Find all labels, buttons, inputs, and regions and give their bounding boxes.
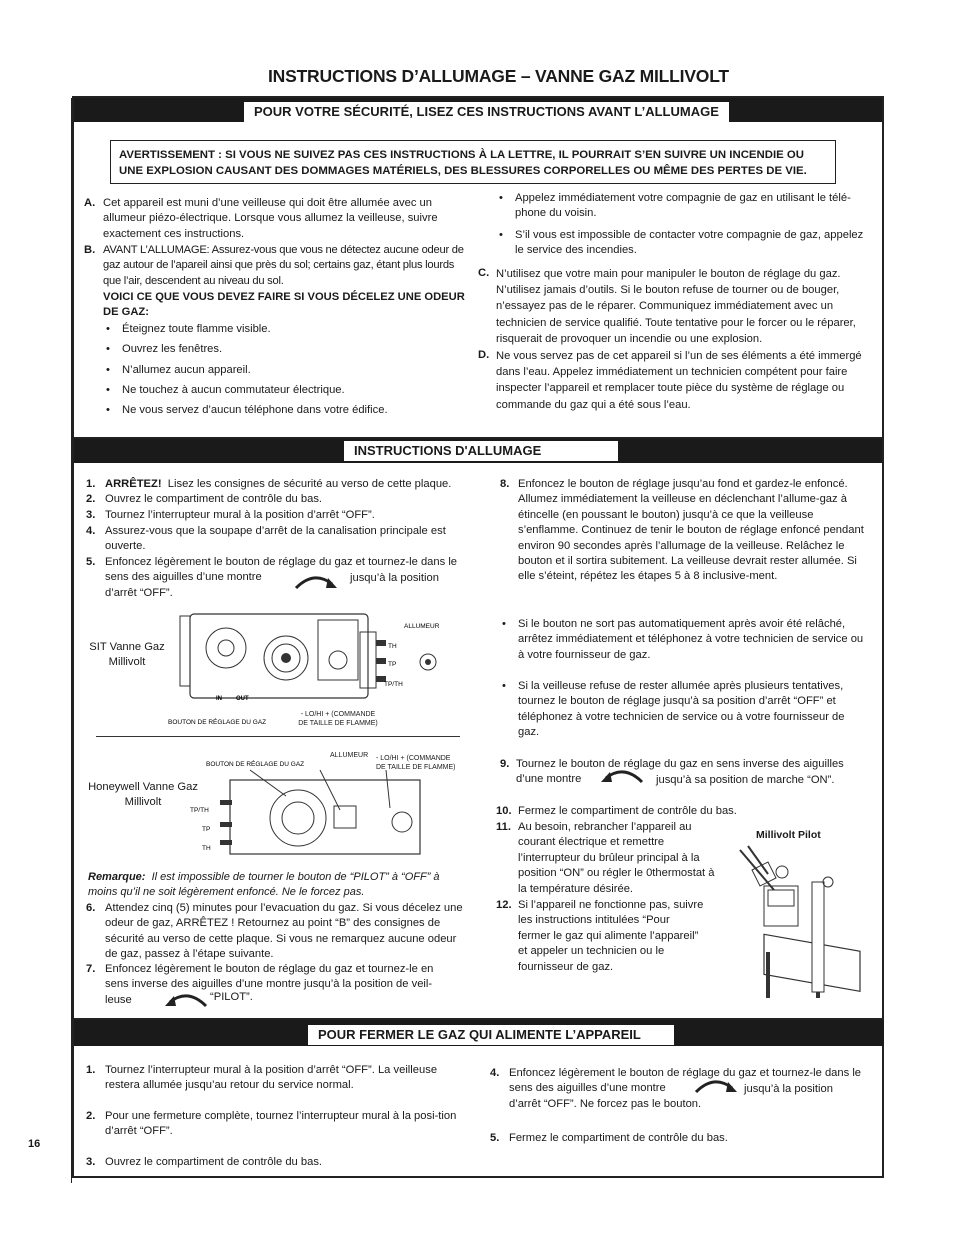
remark-text	[88, 870, 458, 901]
sit-in-label: IN	[216, 696, 222, 702]
millivolt-pilot-diagram	[728, 842, 878, 998]
item-c-label: C.	[478, 267, 490, 279]
right-bullet-1: • Appelez immédiatement votre compagnie de gaz en utilisant le télé-phone du voisin.	[515, 191, 869, 222]
step-4-text: Assurez-vous que la soupape d’arrêt de la canalisation principale est ouverte.	[105, 525, 446, 553]
sit-allumeur-label: ALLUMEUR	[404, 623, 440, 630]
step-3-text: Tournez l’interrupteur mural à la position d’arrêt “OFF”.	[105, 509, 375, 521]
step-12-num: 12.	[496, 899, 512, 911]
shutoff-step-4-text-a: Enfoncez légèrement le bouton de réglage du gaz et tournez-le dans le sens des aiguilles d’une montre	[509, 1067, 862, 1095]
sit-th-label: TH	[388, 643, 397, 650]
shutoff-step-2-num: 2.	[86, 1110, 96, 1122]
sit-tpth-label: TP/TH	[384, 681, 403, 688]
item-d-text: Ne vous servez pas de cet appareil si l’un de ses éléments a été immergé dans l’eau. Appelez immédiatement un technicien compétent pour faire inspecter l’appareil et remplacer toute pièce du système de réglage ou commande du gaz qui a été sous l’eau.	[496, 350, 862, 411]
step-9-text-a: Tournez le bouton de réglage du gaz en sens inverse des aiguilles d’une montre	[516, 758, 844, 786]
sit-tp-label: TP	[388, 661, 397, 668]
step-8-num: 8.	[500, 478, 510, 490]
sit-valve-label: SIT Vanne Gaz Millivolt	[89, 641, 165, 669]
counterclockwise-arrow-icon	[162, 988, 210, 1010]
sit-out-label: OUT	[236, 696, 249, 702]
shutoff-step-4-text-b: jusqu’à la position d’arrêt “OFF”. Ne forcez pas le bouton.	[509, 1083, 833, 1111]
item-c-text: N’utilisez que votre main pour manipuler le bouton de réglage du gaz. N’utilisez jamais d’outils. Si le bouton refuse de tourner ou de bouger, n’essayez pas de le réparer. Communiquez immédiatement avec un technicien de service qualifié. Toute tentative pour le forcer ou le réparer, risquerait de provoquer un incendie ou une explosion.	[496, 268, 856, 345]
shutoff-step-1-text: Tournez l’interrupteur mural à la position d’arrêt “OFF”. La veilleuse restera allumée jusqu’au retour du service normal.	[105, 1064, 438, 1092]
step-4-num: 4.	[86, 525, 96, 537]
step-1-bold: ARRÊTEZ!	[105, 478, 162, 490]
step-9-text-b: jusqu’à sa position de marche “ON”.	[656, 774, 835, 786]
shutoff-step-3-num: 3.	[86, 1156, 96, 1168]
shutoff-step-1-num: 1.	[86, 1064, 96, 1076]
step-8-bullet-2: • Si la veilleuse refuse de rester allumée après plusieurs tentatives, tournez le bouton de réglage jusqu’à sa position d’arrêt “OFF” et téléphonez à votre technicien de service ou à votre fournisseur de gaz.	[518, 679, 864, 741]
step-1-body: Lisez les consignes de sécurité au verso de cette plaque.	[167, 478, 452, 490]
sit-lohi-label: - LO/HI + (COMMANDE DE TAILLE DE FLAMME)	[298, 711, 378, 727]
step-3-num: 3.	[86, 509, 96, 521]
page-number: 16	[28, 1138, 41, 1150]
hw-knob-label: BOUTON DE RÉGLAGE DU GAZ	[206, 761, 305, 768]
shutoff-step-3-text: Ouvrez le compartiment de contrôle du bas.	[105, 1156, 323, 1168]
millivolt-pilot-label: Millivolt Pilot	[756, 829, 821, 841]
odor-bullet-5: • Ne vous servez d’aucun téléphone dans votre édifice.	[122, 403, 388, 418]
hw-tp-label: TP	[202, 826, 211, 833]
lighting-heading: INSTRUCTIONS D'ALLUMAGE	[344, 441, 618, 461]
shutoff-step-5-text: Fermez le compartiment de contrôle du bas.	[509, 1132, 728, 1144]
step-10-text: Fermez le compartiment de contrôle du bas.	[518, 805, 737, 817]
odor-bullet-4: • Ne touchez à aucun commutateur électrique.	[122, 383, 345, 398]
honeywell-valve-label: Honeywell Vanne Gaz Millivolt	[88, 781, 198, 809]
right-bullet-2: • S’il vous est impossible de contacter votre compagnie de gaz, appelez le service des incendies.	[515, 228, 869, 259]
step-5-num: 5.	[86, 556, 96, 568]
page-title: INSTRUCTIONS D’ALLUMAGE – VANNE GAZ MILLIVOLT	[268, 66, 729, 86]
step-2-text: Ouvrez le compartiment de contrôle du bas.	[105, 493, 323, 505]
safety-heading: POUR VOTRE SÉCURITÉ, LISEZ CES INSTRUCTIONS AVANT L’ALLUMAGE	[244, 102, 729, 122]
item-a-label: A.	[84, 197, 96, 209]
hw-tpth-label: TP/TH	[190, 807, 209, 814]
shutoff-heading: POUR FERMER LE GAZ QUI ALIMENTE L’APPAREIL	[308, 1025, 674, 1045]
hw-th-label: TH	[202, 845, 211, 852]
hw-allumeur-label: ALLUMEUR	[330, 752, 369, 759]
step-8-text: Enfoncez le bouton de réglage jusqu’au fond et gardez-le enfoncé. Allumez immédiatement la veilleuse en déclenchant l’allume-gaz à étincelle (en poussant le bouton) jusqu’à ce que la veilleuse s’enflamme. Continuez de tenir le bouton de réglage enfoncé pendant environ 90 secondes après l’allumage de la veilleuse. Relâchez le bouton et il sortira subitement. La veilleuse devrait rester allumée. Si elle s’éteint, répétez les étapes 5 à 8 inclusive-ment.	[518, 478, 864, 583]
odor-bullet-3: • N’allumez aucun appareil.	[122, 363, 251, 378]
step-9-num: 9.	[500, 758, 510, 770]
sit-knob-label: BOUTON DE RÉGLAGE DU GAZ	[168, 719, 267, 726]
step-12-text: Si l’appareil ne fonctionne pas, suivre les instructions intitulées “Pour fermer le gaz qui alimente l’appareil” et appeler un technicien ou le fournisseur de gaz.	[518, 899, 704, 973]
warning-box: AVERTISSEMENT : SI VOUS NE SUIVEZ PAS CES INSTRUCTIONS À LA LETTRE, IL POURRAIT S’EN SUIVRE UN INCENDIE OU UNE EXPLOSION CAUSANT DES DOMMAGES MATÉRIELS, DES BLESSURES CORPORELLES OU MÊME DES PERTES DE VIE.	[110, 140, 836, 184]
step-5-text-a: Enfoncez légèrement le bouton de réglage du gaz et tournez-le dans le sens des aiguilles d’une montre	[105, 556, 458, 584]
remark-bold: Remarque:	[88, 871, 146, 883]
counterclockwise-arrow-icon-2	[598, 764, 646, 786]
remark-body: Il est impossible de tourner le bouton de “PILOT” à “OFF” à moins qu’il ne soit légèrement enfoncé. Ne le forcez pas.	[88, 871, 440, 899]
step-8-bullet-1: • Si le bouton ne sort pas automatiquement après avoir été relâché, arrêtez immédiatement et téléphonez à votre technicien de service ou à votre fournisseur de gaz.	[518, 617, 864, 663]
item-b-bold: VOICI CE QUE VOUS DEVEZ FAIRE SI VOUS DÉCELEZ UNE ODEUR DE GAZ:	[103, 291, 465, 319]
diagram-divider	[96, 736, 460, 737]
item-a-text: Cet appareil est muni d’une veilleuse qui doit être allumée avec un allumeur piézo-électrique. Lorsque vous allumez la veilleuse, suivre exactement ces instructions.	[103, 197, 438, 240]
step-10-num: 10.	[496, 805, 512, 817]
step-6-text: Attendez cinq (5) minutes pour l’evacuation du gaz. Si vous décelez une odeur de gaz, ARRÊTEZ ! Retournez au point “B” des consignes de sécurité au verso de cette plaque. Si vous ne remarquez aucune odeur de gaz, passez à l’étape suivante.	[105, 902, 463, 961]
item-b-text: AVANT L’ALLUMAGE: Assurez-vous que vous ne détectez aucune odeur de gaz autour de l’apareil ainsi que près du sol; certains gaz, étant plus lourds que l’air, descendent au niveau du sol.	[103, 244, 464, 287]
shutoff-step-4-num: 4.	[490, 1067, 500, 1079]
step-11-text: Au besoin, rebrancher l’appareil au courant électrique et remettre l’interrupteur du brûleur principal à la position “ON” ou régler le 0thermostat à la température désirée.	[518, 821, 715, 895]
step-7-text-b: “PILOT”.	[210, 991, 253, 1003]
step-7-num: 7.	[86, 963, 96, 975]
shutoff-step-5-num: 5.	[490, 1132, 500, 1144]
step-6-num: 6.	[86, 902, 96, 914]
step-1-text	[105, 477, 465, 492]
item-d-label: D.	[478, 349, 490, 361]
step-7-text-a: Enfoncez légèrement le bouton de réglage du gaz et tournez-le en sens inverse des aiguilles d’une montre jusqu’à la position de veil-leuse	[105, 963, 434, 1006]
step-1-num: 1.	[86, 478, 96, 490]
item-b-label: B.	[84, 244, 96, 256]
shutoff-step-2-text: Pour une fermeture complète, tournez l’interrupteur mural à la posi-tion d’arrêt “OFF”.	[105, 1110, 457, 1138]
step-11-num: 11.	[496, 821, 511, 833]
step-5-text-b: jusqu’à la position d’arrêt “OFF”.	[105, 572, 439, 600]
odor-bullet-1: • Éteignez toute flamme visible.	[122, 322, 271, 337]
step-2-num: 2.	[86, 493, 96, 505]
hw-lohi-label: - LO/HI + (COMMANDE DE TAILLE DE FLAMME)	[376, 755, 456, 771]
odor-bullet-2: • Ouvrez les fenêtres.	[122, 342, 222, 357]
